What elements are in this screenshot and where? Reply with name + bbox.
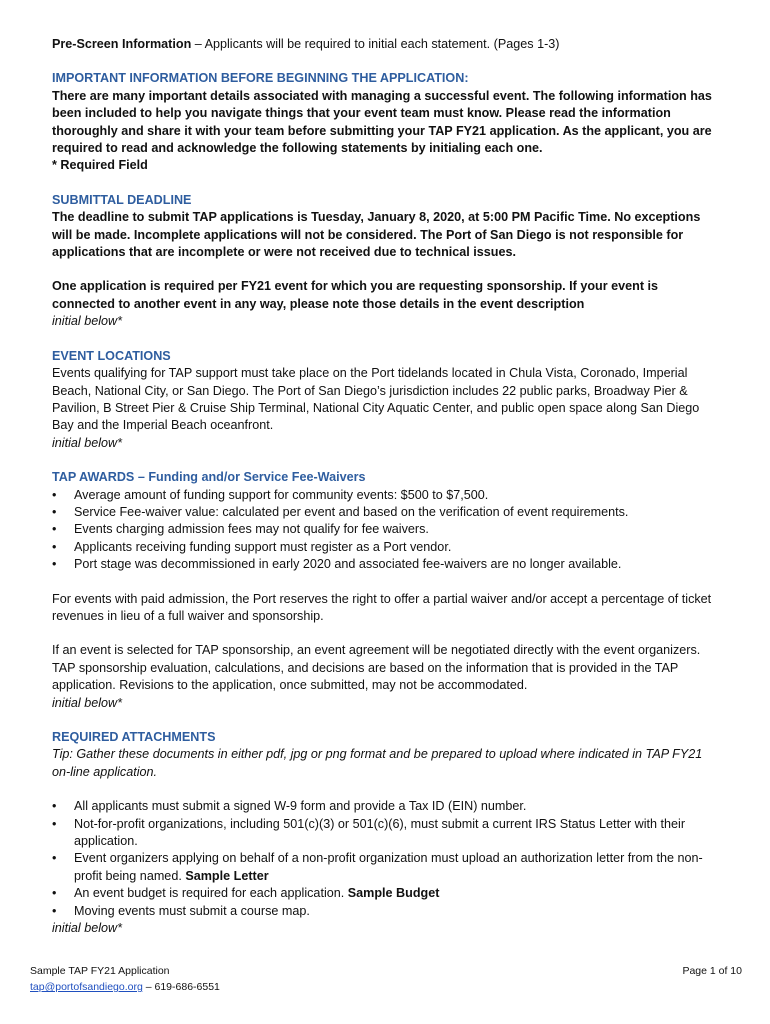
bullet-icon: • [52, 539, 57, 554]
bullet-icon: • [52, 799, 57, 814]
email-link[interactable]: tap@portofsandiego.org [30, 981, 143, 993]
one-application-note: One application is required per FY21 event for which you are requesting sponsorship. If your event is connected to another event in any way, please note those details in the event description [52, 279, 659, 311]
list-item: • Average amount of funding support for community events: $500 to $7,500. [52, 487, 722, 504]
prescreen-line [52, 36, 722, 53]
bullet-icon: • [52, 903, 57, 918]
footer-contact [30, 979, 220, 995]
deadline-heading: SUBMITTAL DEADLINE [52, 192, 192, 207]
footer-left [30, 963, 220, 995]
list-item: • Applicants receiving funding support must register as a Port vendor. [52, 539, 722, 556]
initial-below-3: initial below* [52, 695, 123, 710]
list-item: • Port stage was decommissioned in early 2020 and associated fee-waivers are no longer available. [52, 556, 722, 573]
bullet-icon: • [52, 557, 57, 572]
list-item: • Service Fee-waiver value: calculated per event and based on the verification of event requirements. [52, 504, 722, 521]
footer-title: Sample TAP FY21 Application [30, 965, 170, 977]
list-item: • An event budget is required for each application. Sample Budget [52, 885, 722, 902]
sample-budget-link[interactable]: Sample Budget [347, 886, 440, 901]
attachments-heading: REQUIRED ATTACHMENTS [52, 730, 216, 744]
prescreen-label: Pre-Screen Information [52, 37, 192, 51]
bullet-icon: • [52, 522, 57, 537]
paid-admission-note: For events with paid admission, the Port reserves the right to offer a partial waiver and/or accept a percentage of ticket revenues in lieu of a full waiver and sponsorship. [52, 591, 712, 623]
footer-phone: – 619-686-6551 [142, 981, 220, 993]
attachments-tip: Tip: Gather these documents in either pdf, jpg or png format and be prepared to upload where indicated in TAP FY21 on-line application. [52, 747, 703, 779]
awards-list [52, 487, 722, 574]
initial-below-1: initial below* [52, 314, 123, 329]
attachments-list [52, 798, 722, 920]
bullet-icon: • [52, 816, 57, 831]
bullet-icon: • [52, 851, 57, 866]
deadline-body: The deadline to submit TAP applications is Tuesday, January 8, 2020, at 5:00 PM Pacific Time. No exceptions will be made. Incomplete applications will not be considered. The Port of San Diego is not responsible for applications that are incomplete or were not received due to technical issues. [52, 210, 701, 260]
document-page [52, 36, 722, 937]
bullet-icon: • [52, 886, 57, 901]
initial-below-2: initial below* [52, 435, 123, 450]
locations-body: Events qualifying for TAP support must take place on the Port tidelands located in Chula Vista, Coronado, Imperial Beach, National City, or San Diego. The Port of San Diego’s jurisdiction includes 22 public parks, Broadway Pier & Pavilion, B Street Pier & Cruise Ship Terminal, National City Aquatic Center, and public open space along San Diego Bay and the Imperial Beach oceanfront. [52, 366, 700, 433]
sponsorship-note: If an event is selected for TAP sponsorship, an event agreement will be negotiated directly with the event organizers. TAP sponsorship evaluation, calculations, and decisions are based on the information that is provided in the TAP application. Revisions to the application, once submitted, may not be accommodated. [52, 643, 701, 693]
prescreen-text: – Applicants will be required to initial each statement. (Pages 1-3) [191, 37, 560, 51]
important-heading: IMPORTANT INFORMATION BEFORE BEGINNING THE APPLICATION: [52, 71, 469, 86]
awards-heading: TAP AWARDS – Funding and/or Service Fee-Waivers [52, 470, 366, 485]
list-item: • Moving events must submit a course map. [52, 903, 722, 920]
sample-letter-link[interactable]: Sample Letter [185, 868, 269, 883]
page-number: Page 1 of 10 [682, 965, 742, 977]
list-item: • Events charging admission fees may not qualify for fee waivers. [52, 521, 722, 538]
initial-below-4: initial below* [52, 921, 123, 936]
bullet-icon: • [52, 504, 57, 519]
list-item: • Event organizers applying on behalf of a non-profit organization must upload an authorization letter from the non-profit being named. Sample Letter [52, 851, 703, 883]
important-body: There are many important details associated with managing a successful event. The following information has been included to help you navigate things that your event team must know. Please read the information thoroughly and share it with your team before submitting your TAP FY21 application. As the applicant, you are required to read and acknowledge the following statements by initialing each one. [52, 88, 712, 156]
list-item: • All applicants must submit a signed W-9 form and provide a Tax ID (EIN) number. [52, 798, 722, 815]
list-item: • Not-for-profit organizations, including 501(c)(3) or 501(c)(6), must submit a current IRS Status Letter with their application. [52, 816, 686, 849]
bullet-icon: • [52, 487, 57, 502]
locations-heading: EVENT LOCATIONS [52, 348, 171, 363]
required-field-note: * Required Field [52, 158, 148, 173]
